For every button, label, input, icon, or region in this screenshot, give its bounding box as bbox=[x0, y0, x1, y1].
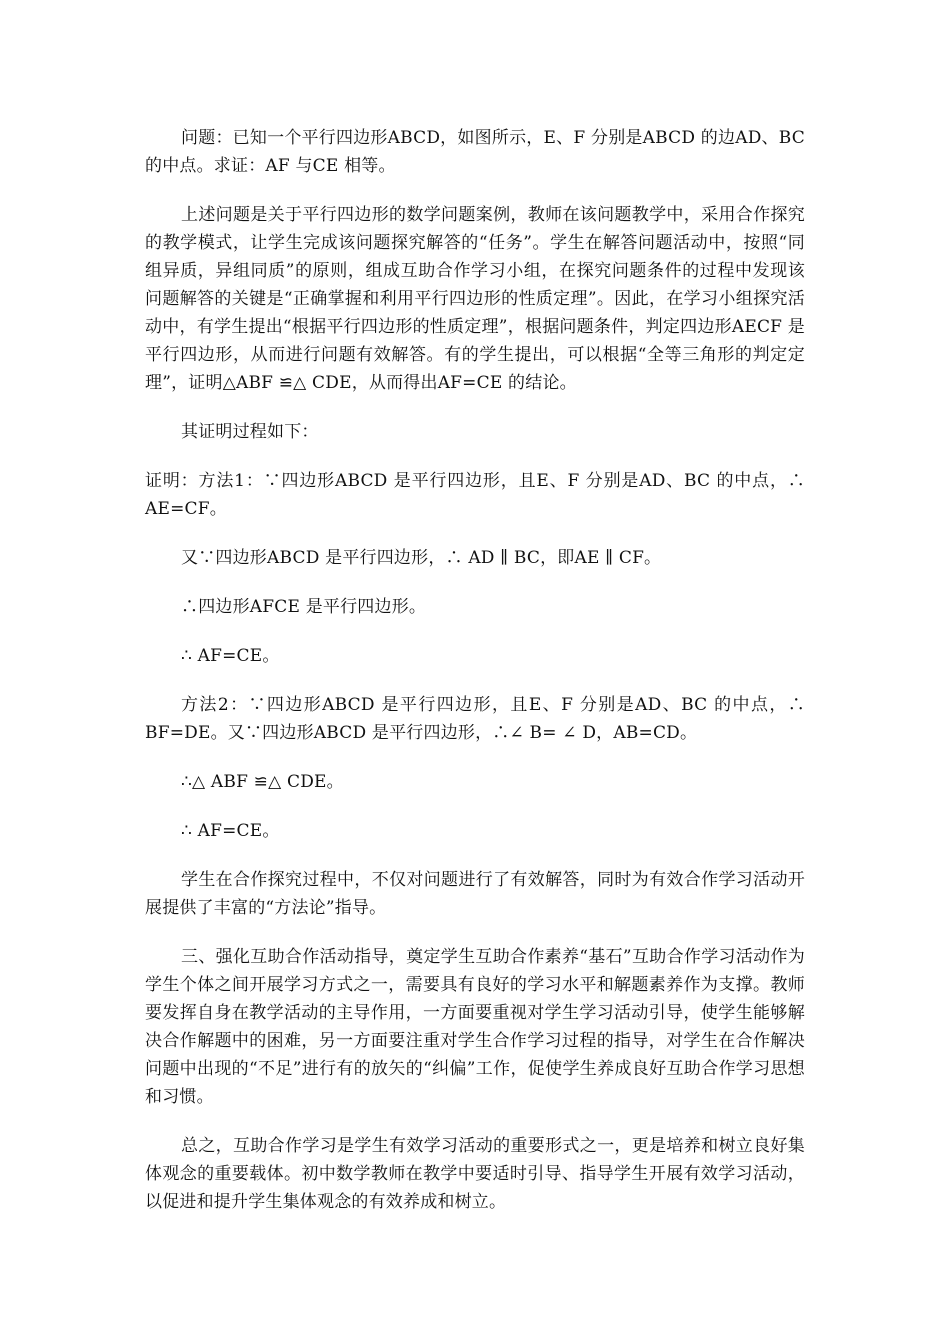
cooperation-summary: 学生在合作探究过程中，不仅对问题进行了有效解答，同时为有效合作学习活动开展提供了丰富的“方法论”指导。 bbox=[145, 870, 805, 918]
problem-discussion: 上述问题是关于平行四边形的数学问题案例，教师在该问题教学中，采用合作探究的教学模式，让学生完成该问题探究解答的“任务”。学生在解答问题活动中，按照“同组异质，异组同质”的原则，组成互助合作学习小组，在探究问题条件的过程中发现该问题解答的关键是“正确掌握和利用平行四边形的性质定理”。因此，在学习小组探究活动中，有学生提出“根据平行四边形的性质定理”，根据问题条件，判定四边形AECF 是平行四边形，从而进行问题有效解答。有的学生提出，可以根据“全等三角形的判定定理”，证明△ABF ≌△ CDE，从而得出AF=CE 的结论。 bbox=[145, 205, 805, 393]
document-body bbox=[145, 124, 805, 1237]
proof-method-2: 方法2：∵四边形ABCD 是平行四边形，且E、F 分别是AD、BC 的中点，∴ BF=DE。又∵四边形ABCD 是平行四边形，∴∠ B= ∠ D，AB=CD。 bbox=[145, 695, 805, 743]
problem-statement: 问题：已知一个平行四边形ABCD，如图所示，E、F 分别是ABCD 的边AD、BC 的中点。求证：AF 与CE 相等。 bbox=[145, 128, 805, 176]
section-three: 三、强化互助合作活动指导，奠定学生互助合作素养“基石”互助合作学习活动作为学生个体之间开展学习方式之一，需要具有良好的学习水平和解题素养作为支撑。教师要发挥自身在教学活动的主导作用，一方面要重视对学生学习活动引导，使学生能够解决合作解题中的困难，另一方面要注重对学生合作学习过程的指导，对学生在合作解决问题中出现的“不足”进行有的放矢的“纠偏”工作，促使学生养成良好互助合作学习思想和习惯。 bbox=[145, 947, 805, 1107]
proof-intro: 其证明过程如下： bbox=[181, 422, 319, 442]
proof-method-1-step-2: 又∵四边形ABCD 是平行四边形，∴ AD ∥ BC，即AE ∥ CF。 bbox=[181, 548, 662, 568]
proof-method-1-step-3: ∴四边形AFCE 是平行四边形。 bbox=[181, 597, 427, 617]
proof-method-1: 证明：方法1：∵四边形ABCD 是平行四边形，且E、F 分别是AD、BC 的中点，∴ AE=CF。 bbox=[145, 471, 805, 519]
proof-method-1-conclusion: ∴ AF=CE。 bbox=[181, 646, 280, 666]
conclusion-paragraph: 总之，互助合作学习是学生有效学习活动的重要形式之一，更是培养和树立良好集体观念的重要载体。初中数学教师在教学中要适时引导、指导学生开展有效学习活动，以促进和提升学生集体观念的有效养成和树立。 bbox=[145, 1136, 805, 1212]
proof-method-2-step-2: ∴△ ABF ≌△ CDE。 bbox=[181, 772, 344, 792]
proof-method-2-conclusion: ∴ AF=CE。 bbox=[181, 821, 280, 841]
